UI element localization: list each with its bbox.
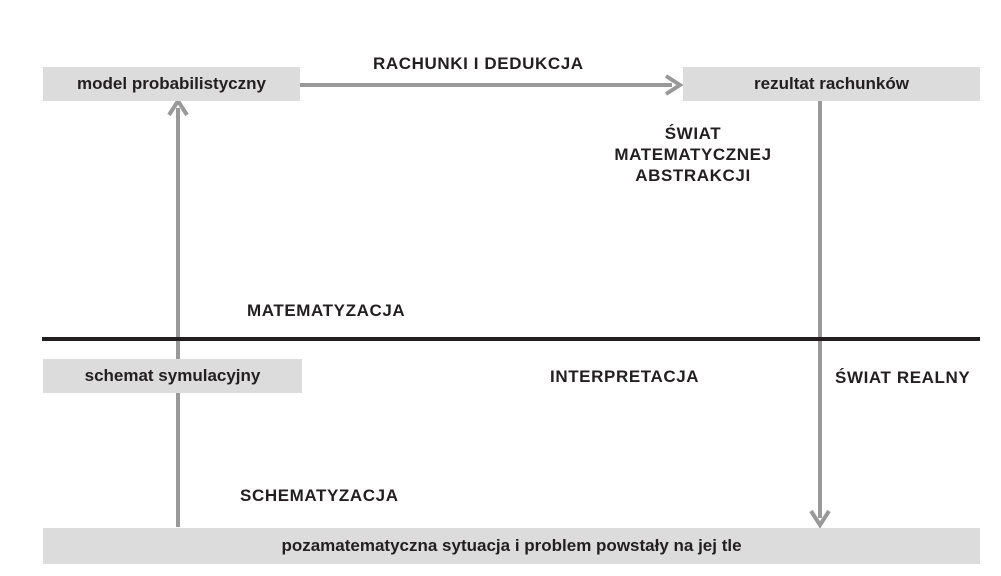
model-box [43, 67, 300, 101]
calculations-label: RACHUNKI I DEDUKCJA [373, 54, 584, 73]
schema-box-label: schemat symulacyjny [84, 366, 261, 385]
schematization-label: SCHEMATYZACJA [240, 486, 399, 505]
situation-box-label: pozamatematyczna sytuacja i problem powstały na jej tle [281, 536, 742, 555]
math-world-line-3: ABSTRAKCJI [635, 166, 751, 185]
schema-box [43, 359, 302, 393]
interpretation-arrow [811, 101, 829, 525]
result-box [683, 67, 980, 101]
math-world-label [593, 123, 793, 186]
math-world-line-2: MATEMATYCZNEJ [614, 145, 772, 164]
model-box-label: model probabilistyczny [77, 74, 266, 93]
math-world-line-1: ŚWIAT [664, 124, 722, 143]
mathematization-arrow [169, 101, 187, 527]
real-world-label: ŚWIAT REALNY [835, 368, 971, 387]
calculation-arrow [300, 76, 680, 94]
situation-box [43, 528, 980, 564]
interpretation-label: INTERPRETACJA [550, 367, 700, 386]
mathematization-label: MATEMATYZACJA [247, 301, 406, 320]
result-box-label: rezultat rachunków [754, 74, 909, 93]
